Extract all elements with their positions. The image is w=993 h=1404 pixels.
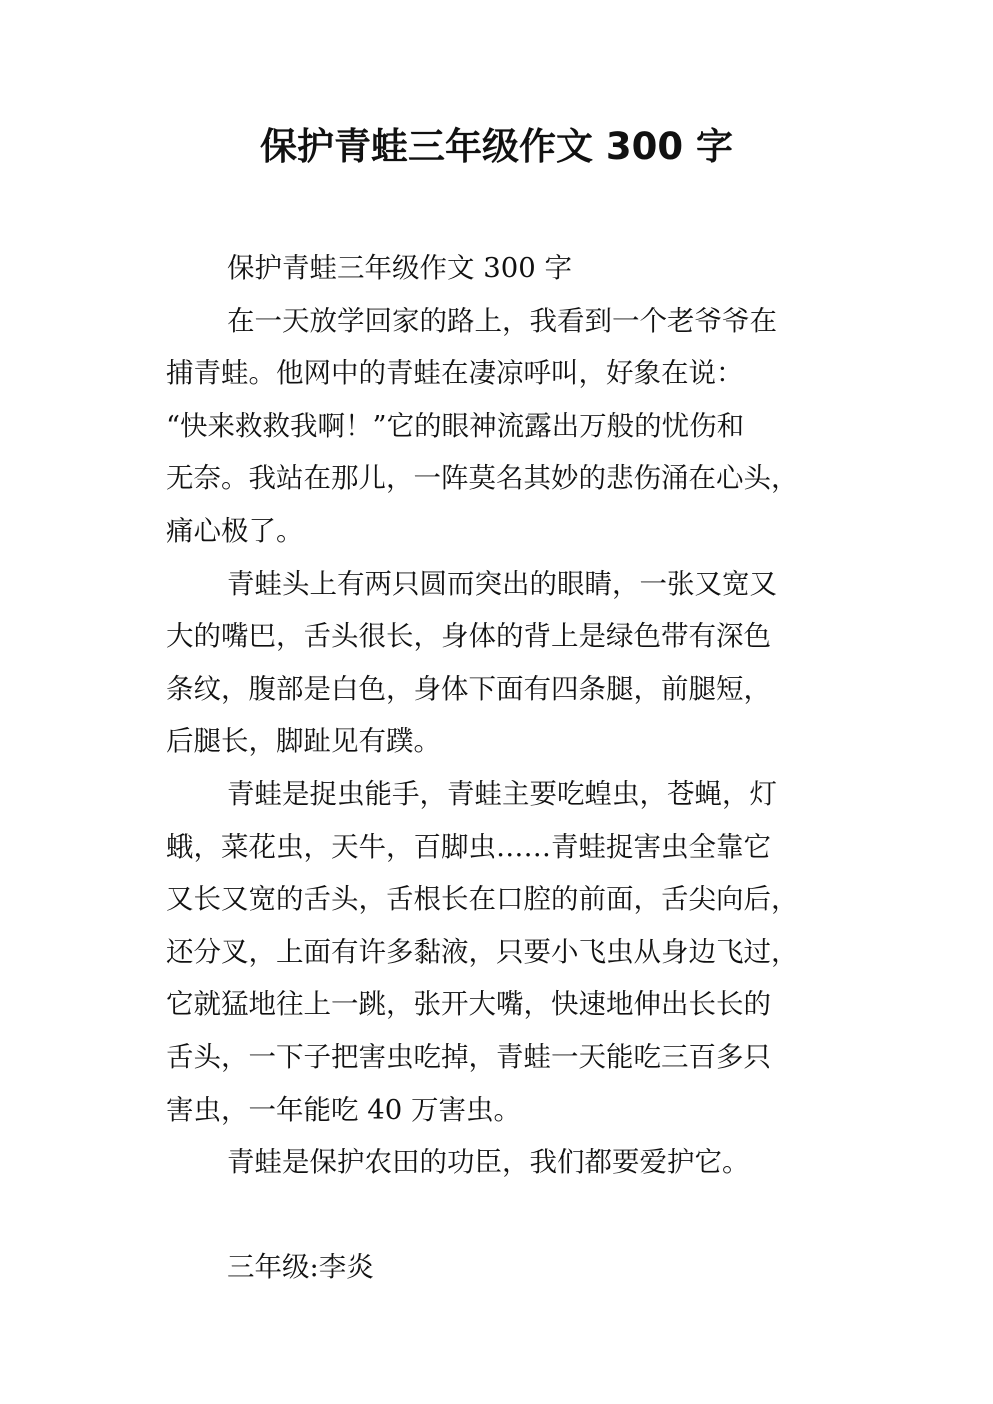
paragraph-line: 后腿长，脚趾见有蹼。 — [166, 725, 441, 758]
document-body — [166, 246, 866, 1297]
paragraph-line: 它就猛地往上一跳，张开大嘴，快速地伸出长长的 — [166, 988, 771, 1021]
paragraph-line: 害虫，一年能吃 40 万害虫。 — [166, 1093, 521, 1126]
paragraph-line: 痛心极了。 — [166, 514, 304, 547]
paragraph-line: 青蛙是捉虫能手，青蛙主要吃蝗虫，苍蝇，灯 — [227, 777, 777, 810]
paragraph-line: 青蛙头上有两只圆而突出的眼睛，一张又宽又 — [227, 567, 777, 600]
paragraph-line: “快来救救我啊！”它的眼神流露出万般的忧伤和 — [166, 409, 745, 442]
subtitle: 保护青蛙三年级作文 300 字 — [227, 252, 572, 284]
paragraph — [166, 772, 866, 1140]
paragraph-line: 又长又宽的舌头，舌根长在口腔的前面，舌尖向后， — [166, 883, 799, 916]
paragraph-line: 还分叉，上面有许多黏液，只要小飞虫从身边飞过， — [166, 935, 799, 968]
paragraph-line: 捕青蛙。他网中的青蛙在凄凉呼叫，好象在说： — [166, 357, 744, 390]
paragraph-line: 舌头，一下子把害虫吃掉，青蛙一天能吃三百多只 — [166, 1040, 771, 1073]
paragraph-line: 条纹，腹部是白色，身体下面有四条腿，前腿短， — [166, 672, 771, 705]
paragraph — [166, 299, 866, 562]
document-title: 保护青蛙三年级作文 300 字 — [260, 125, 733, 168]
paragraph — [166, 562, 866, 772]
paragraph-line: 无奈。我站在那儿，一阵莫名其妙的悲伤涌在心头， — [166, 462, 799, 495]
paragraph-line: 青蛙是保护农田的功臣，我们都要爱护它。 — [227, 1146, 750, 1179]
paragraph — [166, 1140, 866, 1193]
paragraph-line: 大的嘴巴，舌头很长，身体的背上是绿色带有深色 — [166, 620, 771, 653]
paragraphs — [166, 299, 866, 1193]
paragraph-line: 蛾，菜花虫，天牛，百脚虫……青蛙捉害虫全靠它 — [166, 830, 771, 863]
signature: 三年级:李炎 — [227, 1250, 374, 1283]
paragraph-line: 在一天放学回家的路上，我看到一个老爷爷在 — [227, 304, 777, 337]
